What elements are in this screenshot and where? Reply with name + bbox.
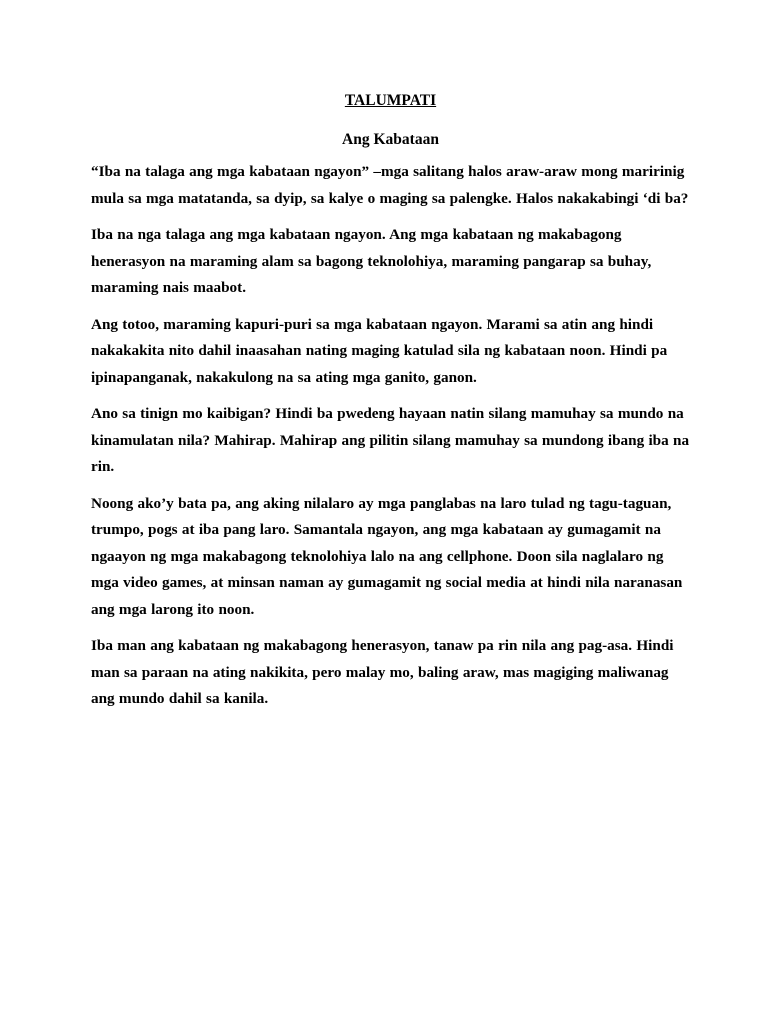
text-line: “Iba na talaga ang mga kabataan ngayon” –mga salitang halos araw-araw mong maririnig: [91, 163, 685, 180]
document-body: [91, 159, 690, 713]
text-line: maraming nais maabot.: [91, 279, 246, 296]
text-line: mga video games, at minsan naman ay gumagamit ng social media at hindi nila naranasan: [91, 574, 683, 591]
text-line: mula sa mga matatanda, sa dyip, sa kalye o maging sa palengke. Halos nakakabingi ‘di ba?: [91, 189, 689, 207]
text-line: man sa paraan na ating nakikita, pero malay mo, baling araw, mas magiging maliwanag: [91, 663, 669, 681]
document-title: TALUMPATI: [344, 92, 437, 109]
text-line: Noong ako’y bata pa, ang aking nilalaro ay mga panglabas na laro tulad ng tagu-taguan,: [91, 494, 672, 512]
text-line: ang mundo dahil sa kanila.: [91, 690, 269, 707]
text-line: ngaayon ng mga makabagong teknolohiya lalo na ang cellphone. Doon sila naglalaro ng: [91, 547, 664, 565]
text-line: Ang totoo, maraming kapuri-puri sa mga kabataan ngayon. Marami sa atin ang hindi: [91, 315, 654, 333]
text-line: kinamulatan nila? Mahirap. Mahirap ang pilitin silang mamuhay sa mundong ibang iba na: [91, 431, 690, 449]
paragraph: [91, 401, 690, 481]
text-line: henerasyon na maraming alam sa bagong teknolohiya, maraming pangarap sa buhay,: [91, 252, 652, 270]
text-line: rin.: [91, 458, 115, 475]
text-line: Ano sa tinign mo kaibigan? Hindi ba pwedeng hayaan natin silang mamuhay sa mundo na: [91, 405, 684, 422]
text-line: Iba na nga talaga ang mga kabataan ngayon. Ang mga kabataan ng makabagong: [91, 226, 622, 243]
text-line: nakakakita nito dahil inaasahan nating maging katulad sila ng kabataan noon. Hindi pa: [91, 342, 668, 359]
text-line: Iba man ang kabataan ng makabagong henerasyon, tanaw pa rin nila ang pag-asa. Hindi: [91, 637, 674, 654]
text-line: ang mga larong ito noon.: [91, 600, 255, 618]
text-line: trumpo, pogs at iba pang laro. Samantala ngayon, ang mga kabataan ay gumagamit na: [91, 521, 661, 538]
document-subtitle: Ang Kabataan: [342, 131, 439, 148]
paragraph: [91, 222, 680, 302]
paragraph: [91, 633, 680, 713]
paragraph: [91, 312, 680, 392]
paragraph: [91, 159, 689, 212]
text-line: ipinapanganak, nakakulong na sa ating mga ganito, ganon.: [91, 368, 477, 386]
paragraph: [91, 491, 683, 624]
